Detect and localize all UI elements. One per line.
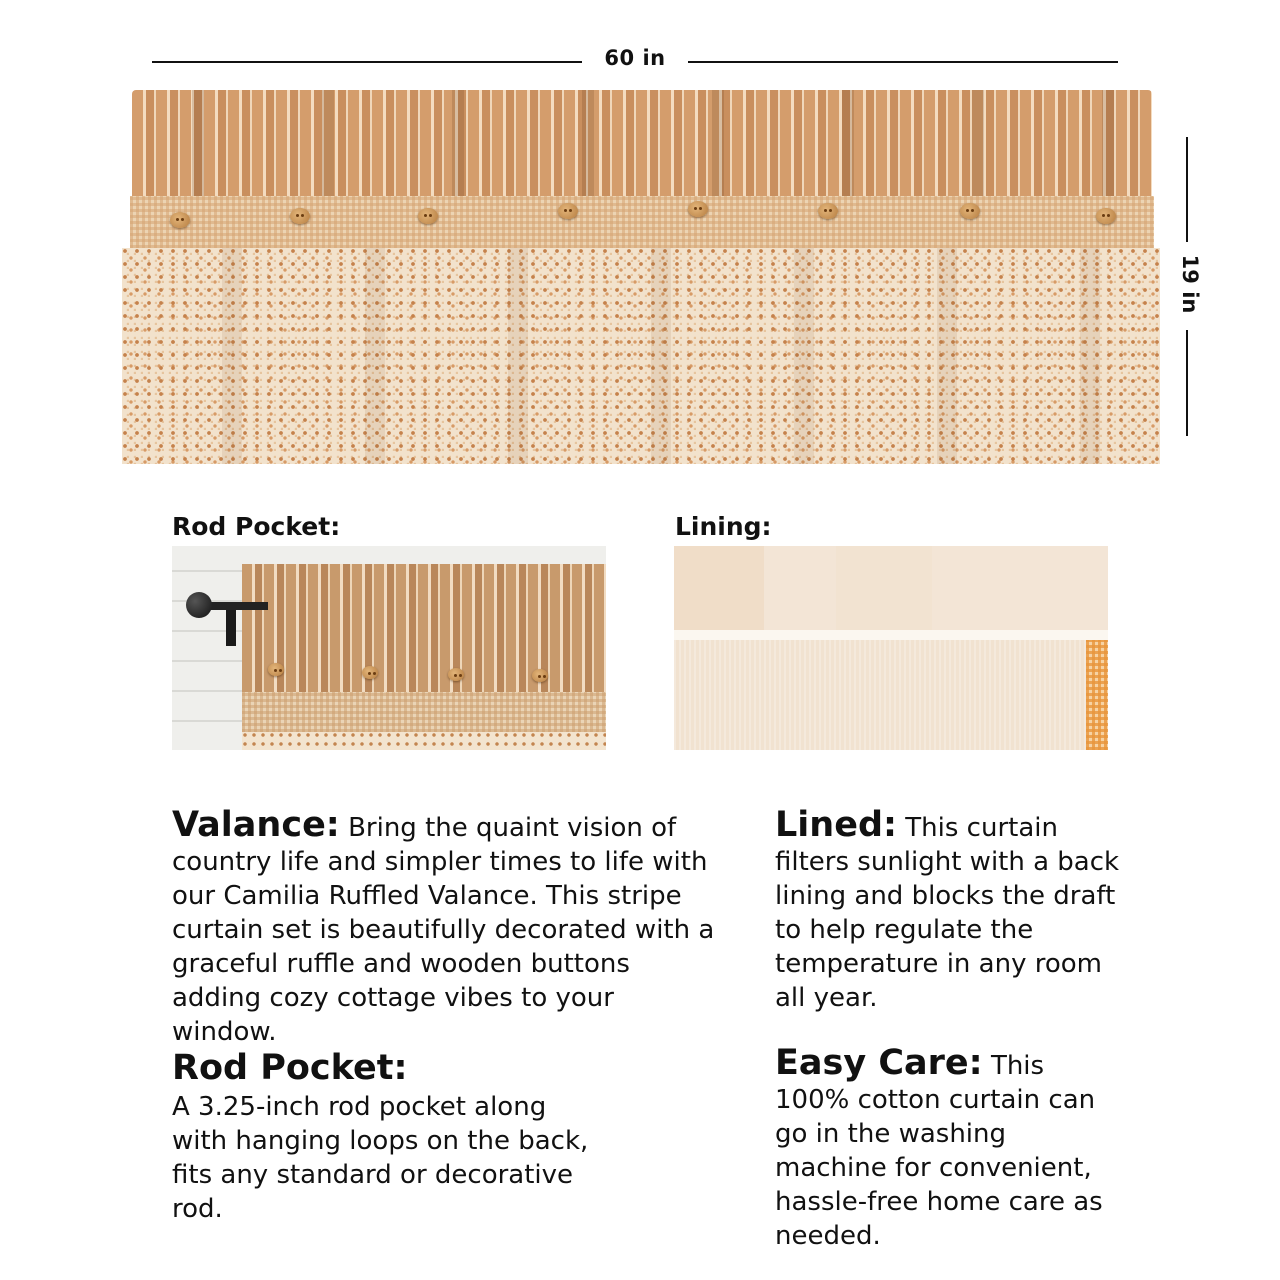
ruffle-shading	[132, 90, 1152, 196]
height-dimension-line-bottom	[1186, 330, 1188, 436]
lined-text: This curtain filters sunlight with a back lining and blocks the draft to help regulate the temperature in any room all year.	[775, 813, 1120, 1013]
lined-description	[775, 805, 1135, 1015]
wooden-button	[362, 666, 378, 679]
rod-pocket-description	[172, 1046, 602, 1226]
valance-heading: Valance:	[172, 805, 340, 845]
lining-panel	[674, 546, 764, 630]
wooden-button	[170, 212, 190, 228]
rod-pocket-heading: Rod Pocket:	[172, 1048, 408, 1088]
height-dimension-line-top	[1186, 137, 1188, 242]
wooden-button	[418, 208, 438, 224]
wooden-button	[688, 201, 708, 217]
rod-pocket-floral	[242, 732, 606, 750]
width-dimension-line-left	[152, 61, 582, 63]
valance-text: Bring the quaint vision of country life and simpler times to life with our Camilia Ruffled Valance. This stripe curtain set is beautifully decorated with a graceful ruffle and wooden buttons adding cozy cottage vibes to your window.	[172, 813, 715, 1047]
lining-photo	[674, 546, 1108, 750]
valance-product-image	[122, 88, 1160, 466]
width-dimension-line-right	[688, 61, 1118, 63]
lining-check-edge	[1086, 640, 1108, 750]
height-dimension-label: 19 in	[1178, 254, 1202, 314]
easy-care-heading: Easy Care:	[775, 1043, 983, 1083]
lined-heading: Lined:	[775, 805, 898, 845]
wooden-button	[532, 669, 548, 682]
rod-bracket	[226, 606, 236, 646]
lining-bottom	[674, 640, 1086, 750]
gingham-band	[130, 196, 1154, 248]
curtain-rod	[208, 602, 268, 610]
floral-shading	[122, 248, 1160, 464]
rod-pocket-text: A 3.25-inch rod pocket along with hanging loops on the back, fits any standard or decorative rod.	[172, 1092, 589, 1224]
lining-band	[674, 630, 1108, 640]
rod-pocket-photo	[172, 546, 606, 750]
rod-pocket-stripe	[242, 564, 606, 692]
lining-image-label: Lining:	[675, 512, 772, 541]
wooden-button	[1096, 208, 1116, 224]
wooden-button	[818, 203, 838, 219]
wooden-button	[268, 663, 284, 676]
wooden-button	[558, 203, 578, 219]
wooden-button	[290, 208, 310, 224]
wooden-button	[448, 668, 464, 681]
lining-panel	[836, 546, 932, 630]
rod-pocket-image-label: Rod Pocket:	[172, 512, 341, 541]
valance-description	[172, 805, 722, 1049]
rod-finial	[186, 592, 212, 618]
rod-pocket-gingham	[242, 692, 606, 732]
easy-care-description	[775, 1043, 1115, 1253]
easy-care-text: This 100% cotton curtain can go in the washing machine for convenient, hassle-free home care as needed.	[775, 1051, 1103, 1251]
wooden-button	[960, 203, 980, 219]
width-dimension-label: 60 in	[604, 46, 666, 70]
